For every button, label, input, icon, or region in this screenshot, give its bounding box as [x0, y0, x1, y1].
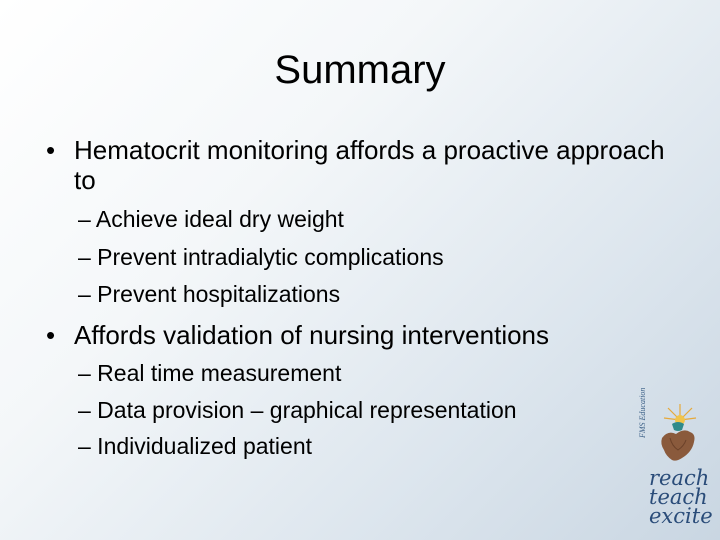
- logo-word: teach: [649, 485, 708, 509]
- bullet-marker: •: [46, 135, 56, 165]
- sub-bullet: – Individualized patient: [78, 433, 312, 459]
- bullet-text: Affords validation of nursing interventions: [74, 320, 550, 350]
- sub-bullet: – Achieve ideal dry weight: [78, 206, 344, 232]
- sub-bullet: – Data provision – graphical representation: [78, 397, 517, 423]
- hand-sun-icon: [642, 398, 712, 470]
- logo-word: excite: [649, 504, 713, 528]
- logo-vertical-text: FMS Education: [638, 387, 647, 438]
- bullet-marker: •: [46, 320, 56, 350]
- slide-title: Summary: [274, 48, 446, 92]
- sub-bullet: – Prevent hospitalizations: [78, 281, 341, 307]
- sub-bullet: – Prevent intradialytic complications: [78, 244, 444, 270]
- bullet-text: Hematocrit monitoring affords a proactive approach to: [74, 135, 665, 195]
- logo-word: reach: [649, 466, 710, 490]
- education-logo: [638, 387, 713, 528]
- bullet-1: [46, 135, 686, 195]
- bullet-2: [46, 320, 706, 350]
- sub-bullet: – Real time measurement: [78, 360, 342, 386]
